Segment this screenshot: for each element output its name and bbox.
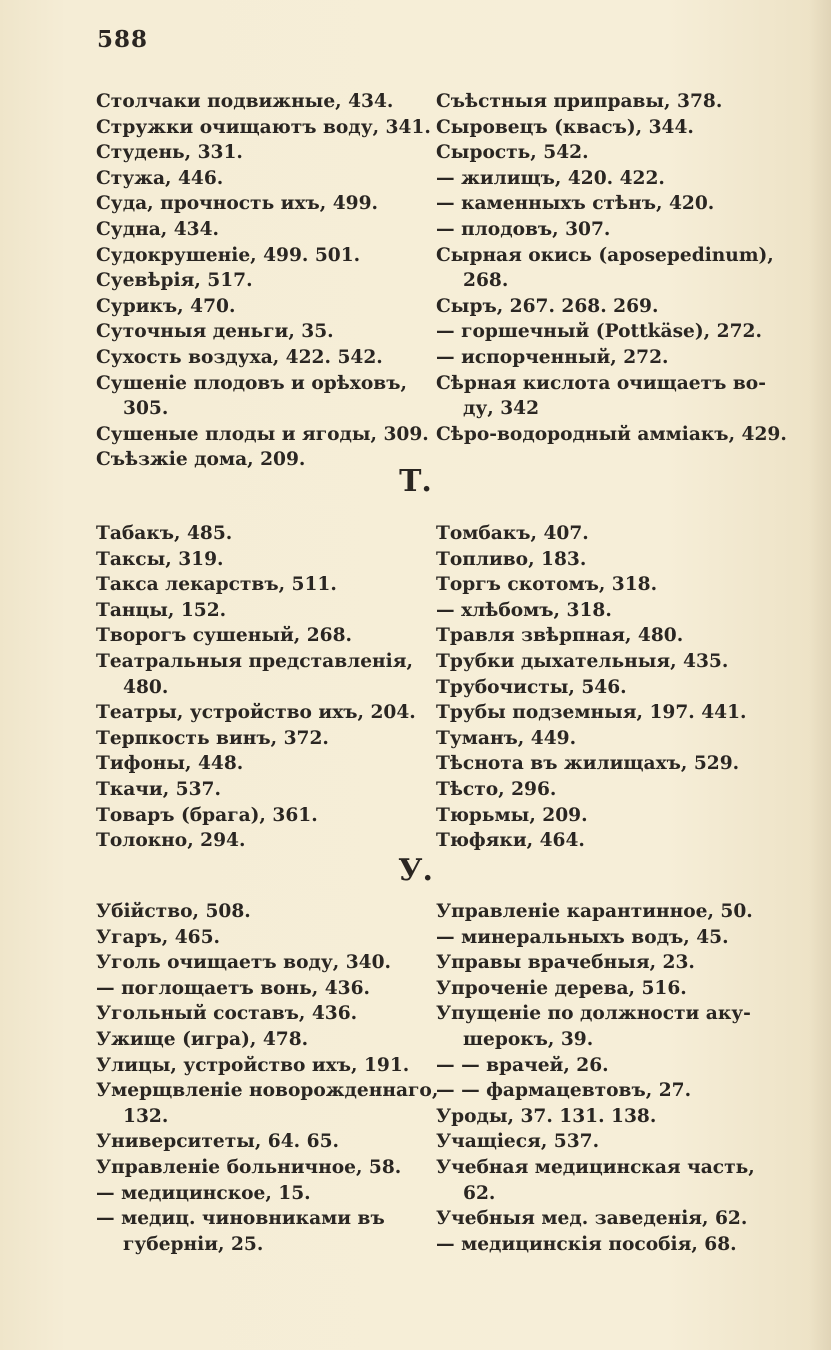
index-entry [96, 726, 432, 752]
entry-text: Танцы, 152. [96, 599, 227, 621]
index-entry [96, 191, 432, 217]
entry-text: Театры, устройство ихъ, 204. [96, 702, 416, 724]
entry-continuation: 305. [123, 398, 169, 420]
index-entry [436, 345, 771, 371]
index-entry [436, 115, 771, 141]
entry-text: Томбакъ, 407. [436, 523, 589, 544]
index-entry [96, 319, 432, 345]
entry-text: Учебныя мед. заведенія, 62. [436, 1208, 748, 1230]
index-entry [96, 547, 432, 573]
entry-text: Сѣро-водородный амміакъ, 429. [436, 423, 787, 445]
entry-continuation: 132. [123, 1105, 169, 1127]
entry-text: — медицинское, 15. [96, 1182, 311, 1204]
index-entry [436, 976, 771, 1002]
index-entry [96, 268, 432, 294]
entry-text: Стужа, 446. [96, 167, 224, 189]
index-entry [96, 899, 432, 925]
entry-continuation: 268. [463, 270, 509, 292]
entry-text: Упущеніе по должности аку- [436, 1003, 751, 1025]
entry-text: Столчаки подвижные, 434. [96, 91, 394, 112]
entry-continuation: шерокъ, 39. [463, 1028, 594, 1050]
index-entry [436, 422, 787, 448]
index-entry [96, 828, 432, 854]
entry-text: — медиц. чиновниками въ [96, 1208, 385, 1230]
entry-text: Трубы подземныя, 197. 441. [436, 702, 747, 724]
index-entry [436, 925, 771, 951]
entry-text: Трубочисты, 546. [436, 676, 627, 698]
entry-text: — — врачей, 26. [436, 1054, 609, 1076]
section-letter-heading: У. [398, 853, 433, 888]
index-entry [436, 675, 771, 701]
index-entry [436, 572, 771, 598]
left-column [96, 521, 432, 854]
section-letter-heading: Т. [399, 464, 432, 499]
index-entry [436, 89, 771, 115]
entry-text: Уголь очищаетъ воду, 340. [96, 952, 391, 974]
entry-text: Управы врачебныя, 23. [436, 952, 695, 974]
entry-text: Сушеные плоды и ягоды, 309. [96, 423, 429, 445]
entry-text: Терпкость винъ, 372. [96, 727, 329, 749]
index-entry [96, 294, 432, 320]
entry-continuation: 62. [463, 1182, 496, 1204]
entry-text: Управленіе больничное, 58. [96, 1156, 402, 1178]
index-entry [96, 623, 432, 649]
index-entry [436, 166, 771, 192]
entry-text: Съѣзжіе дома, 209. [96, 449, 306, 471]
index-entry [436, 751, 771, 777]
entry-text: Упроченіе дерева, 516. [436, 977, 687, 999]
index-entry [436, 217, 771, 243]
index-entry [96, 422, 432, 448]
entry-text: Учащіеся, 537. [436, 1131, 600, 1153]
entry-text: Университеты, 64. 65. [96, 1131, 339, 1153]
entry-text: Сыръ, 267. 268. 269. [436, 295, 659, 317]
entry-text: Театральныя представленія, [96, 650, 413, 672]
index-entry [436, 1232, 771, 1258]
entry-text: — испорченный, 272. [436, 346, 669, 368]
index-entry [96, 521, 432, 547]
index-entry [96, 1078, 439, 1129]
entry-text: Толокно, 294. [96, 830, 246, 852]
index-entry [96, 1027, 432, 1053]
index-entry [96, 751, 432, 777]
right-column [436, 899, 771, 1257]
index-entry [96, 598, 432, 624]
entry-text: Тюфяки, 464. [436, 830, 585, 852]
index-entry [436, 700, 771, 726]
entry-text: Угольный составъ, 436. [96, 1003, 358, 1025]
entry-text: Стружки очищаютъ воду, 341. [96, 116, 431, 138]
index-entry [96, 1155, 432, 1181]
entry-text: Тѣсто, 296. [436, 778, 557, 800]
entry-text: Топливо, 183. [436, 548, 587, 570]
entry-text: Табакъ, 485. [96, 523, 233, 544]
entry-text: Сыровецъ (квасъ), 344. [436, 116, 694, 138]
index-entry [436, 777, 771, 803]
entry-text: Туманъ, 449. [436, 727, 577, 749]
index-entry [96, 976, 432, 1002]
index-entry [96, 1129, 432, 1155]
index-entry [436, 598, 771, 624]
index-entry [96, 803, 432, 829]
page-edge-shadow [809, 0, 831, 1350]
entry-continuation: ду, 342 [463, 398, 540, 420]
index-entry [436, 521, 771, 547]
entry-text: Сѣрная кислота очищаетъ во- [436, 372, 766, 394]
entry-text: — плодовъ, 307. [436, 218, 611, 240]
entry-text: Студень, 331. [96, 142, 243, 164]
index-entry [436, 899, 771, 925]
entry-continuation: 480. [123, 676, 169, 698]
index-entry [96, 1206, 432, 1257]
entry-text: Торгъ скотомъ, 318. [436, 574, 658, 596]
entry-text: Управленіе карантинное, 50. [436, 901, 753, 922]
index-entry [96, 1001, 432, 1027]
index-entry [96, 700, 432, 726]
index-entry [436, 828, 771, 854]
index-entry [96, 777, 432, 803]
index-entry [96, 950, 432, 976]
index-entry [436, 950, 771, 976]
entry-continuation: губерніи, 25. [123, 1233, 264, 1255]
entry-text: Сухость воздуха, 422. 542. [96, 346, 383, 368]
index-entry [436, 319, 771, 345]
index-entry [96, 572, 432, 598]
entry-text: Товаръ (брага), 361. [96, 804, 318, 826]
entry-text: Сурикъ, 470. [96, 295, 236, 317]
entry-text: Умерщвленіе новорожденнаго, [96, 1080, 439, 1102]
index-entry [96, 649, 432, 700]
entry-text: Убійство, 508. [96, 901, 251, 922]
index-entry [436, 1078, 771, 1104]
entry-text: Учебная медицинская часть, [436, 1156, 755, 1178]
entry-text: — минеральныхъ водъ, 45. [436, 926, 729, 948]
entry-text: Травля звѣрпная, 480. [436, 625, 684, 647]
index-entry [436, 1129, 771, 1155]
entry-text: Уроды, 37. 131. 138. [436, 1105, 657, 1127]
entry-text: Ужище (игра), 478. [96, 1028, 309, 1050]
entry-text: Сырная окись (aposepedinum), [436, 244, 774, 266]
index-entry [96, 243, 432, 269]
index-entry [436, 243, 774, 294]
index-entry [436, 1053, 771, 1079]
index-entry [96, 217, 432, 243]
entry-text: Тѣснота въ жилищахъ, 529. [436, 753, 740, 775]
entry-text: Тюрьмы, 209. [436, 804, 588, 826]
index-entry [436, 1206, 771, 1232]
entry-text: Такса лекарствъ, 511. [96, 574, 337, 596]
entry-text: Угаръ, 465. [96, 926, 221, 948]
entry-text: Сушеніе плодовъ и орѣховъ, [96, 372, 407, 394]
page-number: 588 [97, 26, 149, 53]
entry-text: — — фармацевтовъ, 27. [436, 1080, 692, 1102]
entry-text: Суевѣрія, 517. [96, 270, 253, 292]
index-entry [96, 1181, 432, 1207]
entry-text: Суточныя деньги, 35. [96, 321, 334, 343]
index-entry [436, 191, 771, 217]
entry-text: Таксы, 319. [96, 548, 224, 570]
index-entry [96, 166, 432, 192]
index-entry [96, 1053, 432, 1079]
entry-text: — жилищъ, 420. 422. [436, 167, 665, 189]
entry-text: Творогъ сушеный, 268. [96, 625, 352, 647]
index-entry [96, 140, 432, 166]
index-entry [436, 1155, 771, 1206]
entry-text: Трубки дыхательныя, 435. [436, 650, 729, 672]
index-entry [96, 371, 432, 422]
index-entry [96, 115, 432, 141]
index-entry [436, 140, 771, 166]
entry-text: Съѣстныя приправы, 378. [436, 91, 723, 112]
right-column [436, 89, 787, 447]
entry-text: — хлѣбомъ, 318. [436, 599, 612, 621]
index-entry [436, 1001, 771, 1052]
index-entry [436, 623, 771, 649]
right-column [436, 521, 771, 854]
index-entry [436, 726, 771, 752]
index-entry [436, 1104, 771, 1130]
entry-text: — медицинскія пособія, 68. [436, 1233, 737, 1255]
index-entry [436, 294, 771, 320]
entry-text: Улицы, устройство ихъ, 191. [96, 1054, 410, 1076]
entry-text: — каменныхъ стѣнъ, 420. [436, 193, 715, 215]
entry-text: Судна, 434. [96, 218, 219, 240]
entry-text: Тифоны, 448. [96, 753, 244, 775]
index-entry [436, 371, 771, 422]
entry-text: — поглощаетъ вонь, 436. [96, 977, 371, 999]
index-entry [96, 345, 432, 371]
index-entry [436, 803, 771, 829]
entry-text: Сырость, 542. [436, 142, 589, 164]
entry-text: Ткачи, 537. [96, 778, 221, 800]
index-entry [436, 547, 771, 573]
left-column [96, 89, 432, 473]
index-entry [436, 649, 771, 675]
index-entry [96, 925, 432, 951]
left-column [96, 899, 439, 1257]
entry-text: Суда, прочность ихъ, 499. [96, 193, 379, 215]
entry-text: — горшечный (Pottkäse), 272. [436, 321, 762, 343]
entry-text: Судокрушеніе, 499. 501. [96, 244, 361, 266]
index-entry [96, 89, 432, 115]
